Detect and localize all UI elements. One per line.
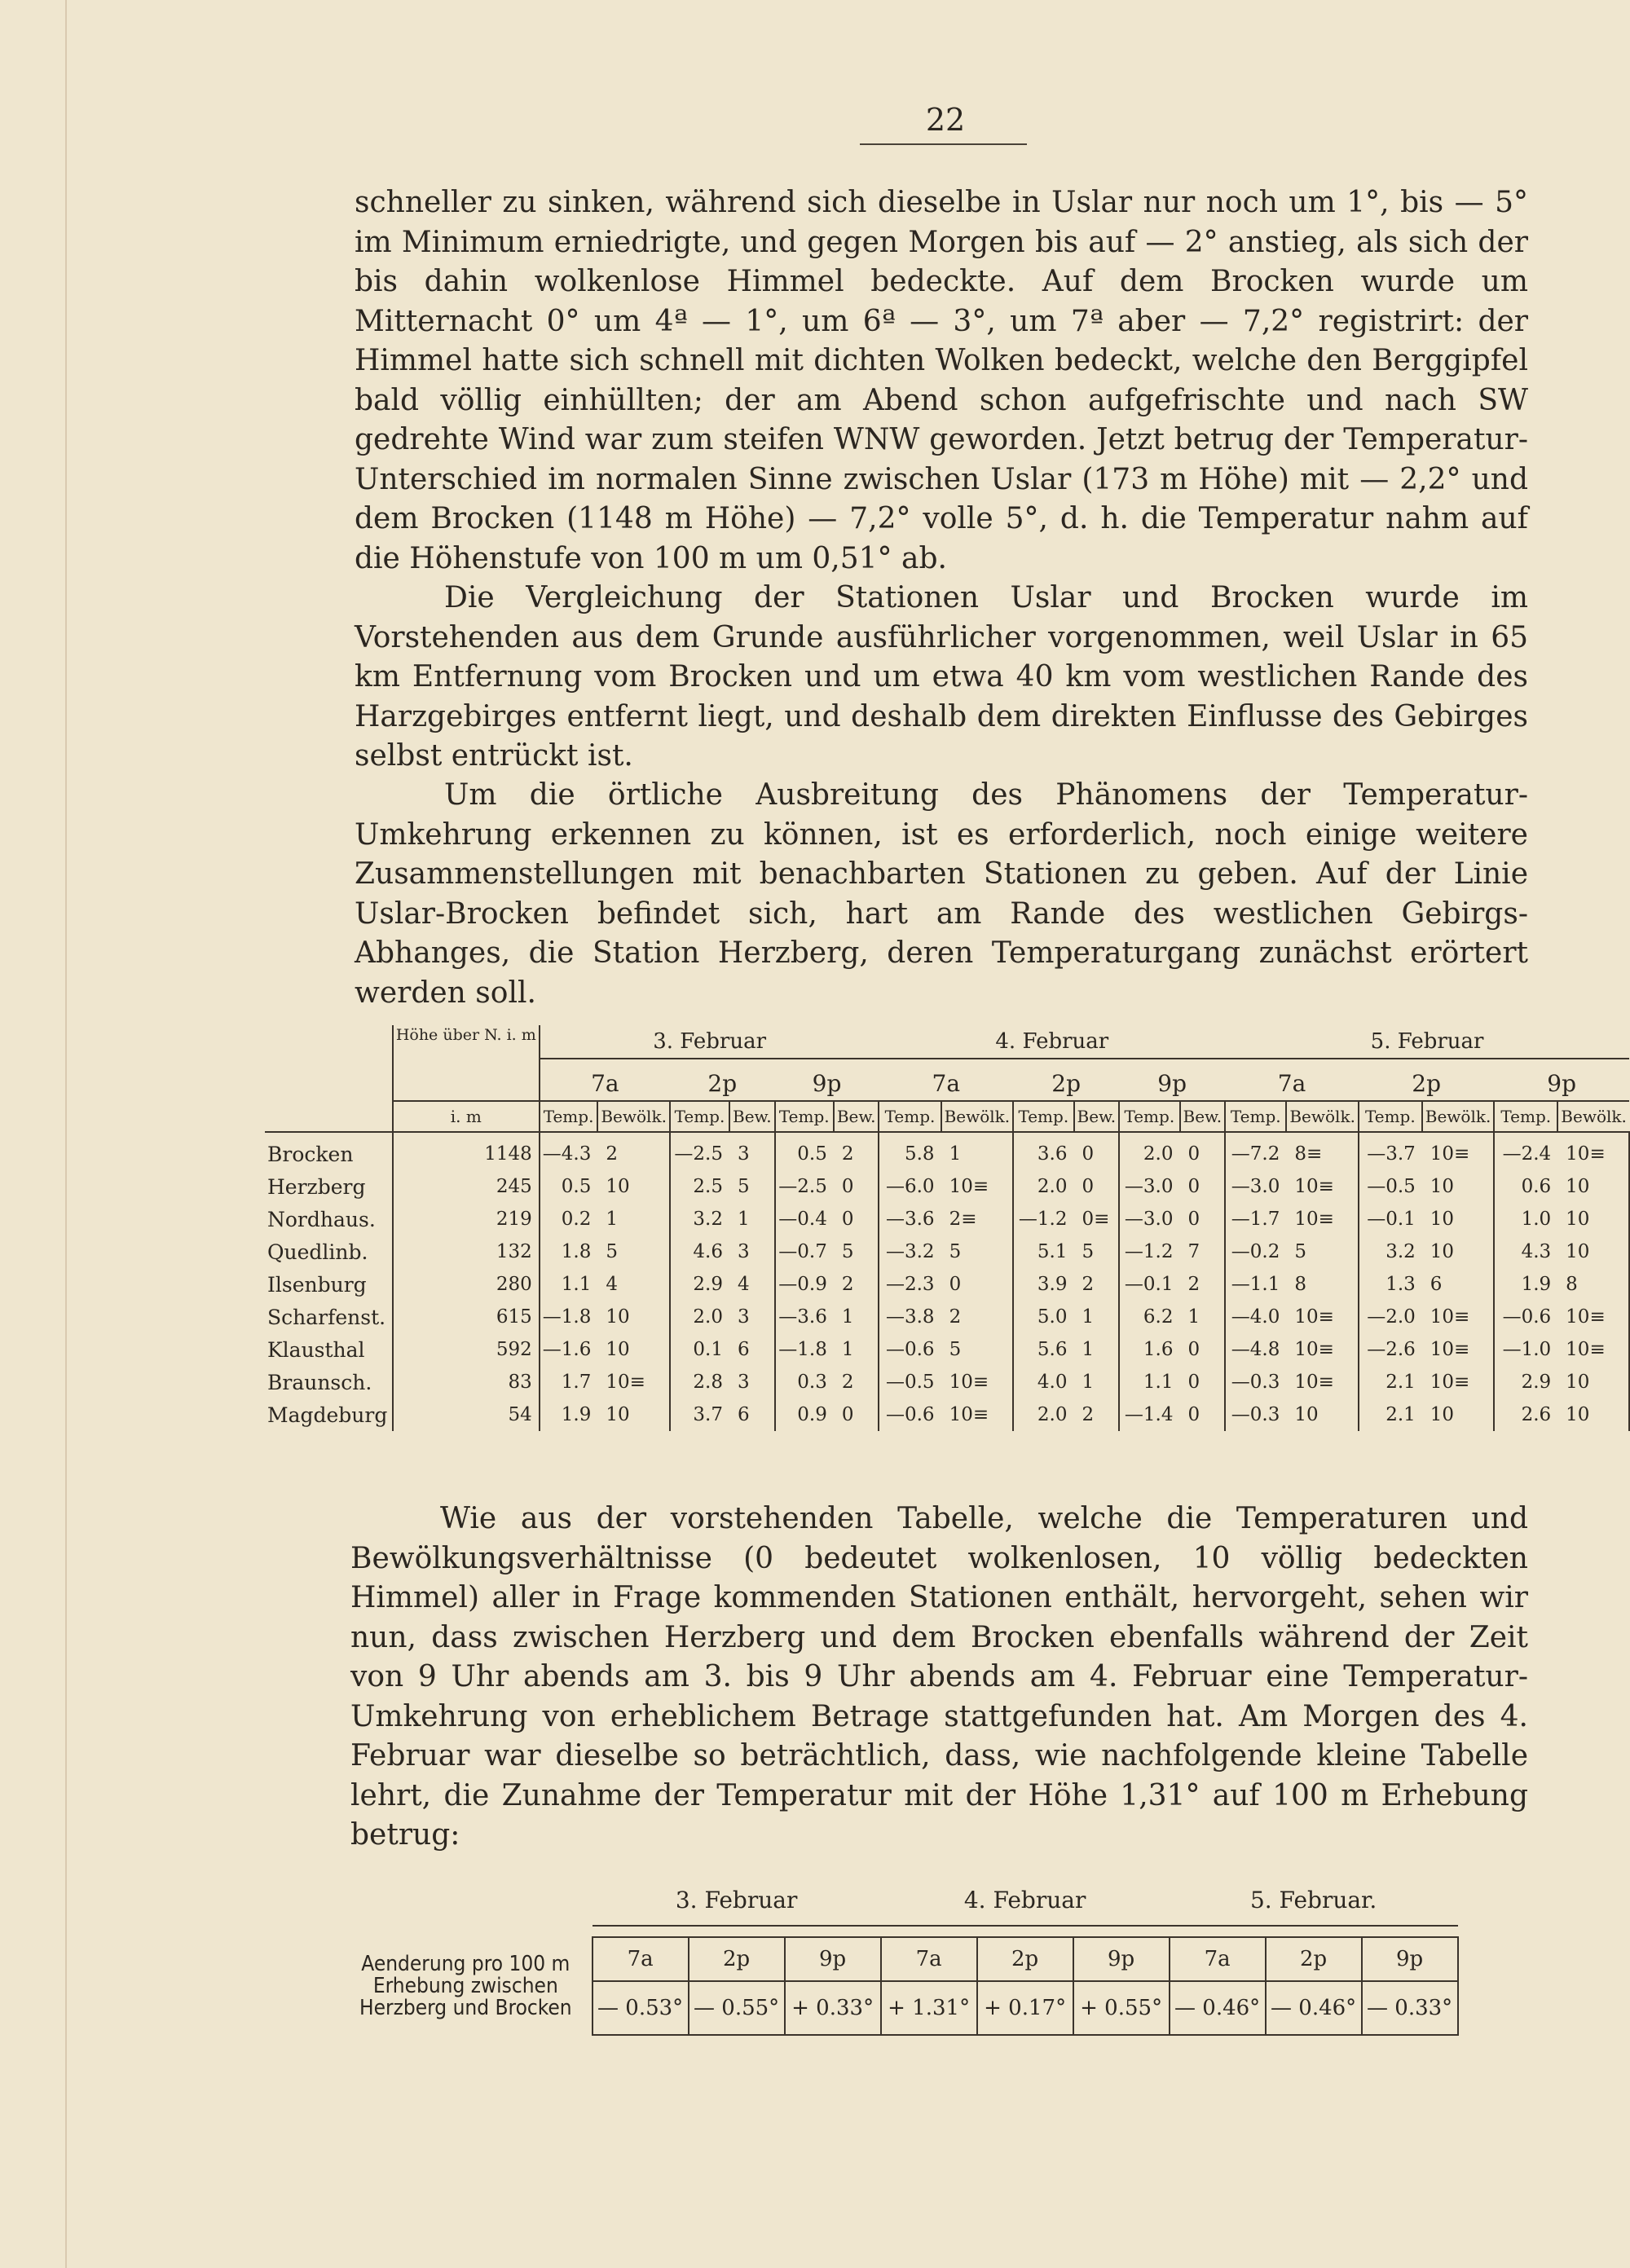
height-header: Höhe über N. i. m	[393, 1025, 540, 1101]
time-7a: 7a	[1277, 1069, 1306, 1097]
small-time-label: 2p	[977, 1937, 1073, 1981]
temperature-cell: —1.8	[778, 1339, 827, 1360]
temperature-cell: —3.0	[1124, 1176, 1174, 1197]
cloud-cell: 10≡	[1422, 1301, 1495, 1333]
page-number-rule	[860, 143, 1027, 145]
col-label: Temp.	[1119, 1101, 1179, 1132]
cloud-cell: 10≡	[941, 1366, 1014, 1398]
temperature-cell: 5.0	[1037, 1306, 1068, 1328]
small-day-3-feb: 3. Februar	[675, 1886, 798, 1913]
station-name: Klausthal	[267, 1337, 365, 1362]
cloud-cell: 2	[834, 1132, 879, 1170]
cloud-cell: 2≡	[941, 1203, 1014, 1235]
day-header-row	[265, 1025, 1629, 1059]
temperature-cell: —0.4	[778, 1209, 827, 1230]
table-row	[265, 1366, 1629, 1398]
col-label: Temp.	[540, 1101, 598, 1132]
cloud-cell: 10≡	[1557, 1301, 1629, 1333]
cloud-cell: 0≡	[1074, 1203, 1120, 1235]
cloud-cell: 10	[597, 1301, 670, 1333]
cloud-cell: 5	[941, 1333, 1014, 1366]
cloud-cell: 10≡	[941, 1170, 1014, 1203]
temperature-cell: 2.9	[693, 1274, 723, 1295]
cloud-cell: 3	[729, 1301, 775, 1333]
station-height: 54	[393, 1398, 540, 1431]
temperature-cell: —1.2	[1018, 1209, 1068, 1230]
table-row	[265, 1268, 1629, 1301]
cloud-cell: 2	[597, 1132, 670, 1170]
station-height: 592	[393, 1333, 540, 1366]
temperature-cell: —0.7	[778, 1241, 827, 1262]
cloud-cell: 0	[1180, 1170, 1226, 1203]
gradient-value: — 0.55°	[689, 1981, 785, 2035]
gradient-table	[359, 1874, 1459, 2036]
temperature-cell: —4.0	[1231, 1306, 1280, 1328]
paragraph-4: Wie aus der vorstehenden Tabelle, welche die Temperaturen und Bewölkungsverhältnisse (0 bedeutet wolkenlosen, 10 völlig bedeckten Himmel) aller in Frage kommenden Stationen enthält, hervorgeht, sehen wir nun, dass zwischen Herzberg und dem Brocken ebenfalls während der Zeit von 9 Uhr abends am 3. bis 9 Uhr abends am 4. Februar eine Temperatur-Umkehrung von erheblichem Betrage stattgefunden hat. Am Morgen des 4. Februar war dieselbe so beträchtlich, dass, wie nachfolgende kleine Tabelle lehrt, die Zunahme der Temperatur mit der Höhe 1,31° auf 100 m Erhebung betrug:	[350, 1502, 1528, 1852]
station-height: 83	[393, 1366, 540, 1398]
table-row	[265, 1398, 1629, 1431]
small-row-label: Aenderung pro 100 m Erhebung zwischen Herzberg und Brocken	[359, 1951, 572, 2020]
temperature-cell: —0.2	[1231, 1241, 1280, 1262]
cloud-cell: 8≡	[1286, 1132, 1359, 1170]
col-label: Bewölk.	[1286, 1101, 1359, 1132]
cloud-cell: 10≡	[1422, 1333, 1495, 1366]
cloud-cell: 6	[729, 1398, 775, 1431]
temperature-cell: 2.5	[693, 1176, 723, 1197]
col-label: Bew.	[1074, 1101, 1120, 1132]
station-height: 132	[393, 1235, 540, 1268]
station-name: Braunsch.	[267, 1370, 372, 1394]
temperature-cell: 1.9	[561, 1404, 592, 1425]
temperature-cell: —2.0	[1367, 1306, 1416, 1328]
time-7a: 7a	[932, 1069, 961, 1097]
temperature-cell: 2.6	[1521, 1404, 1552, 1425]
temperature-cell: 2.1	[1386, 1372, 1416, 1393]
col-label: Bew.	[729, 1101, 775, 1132]
cloud-cell: 10≡	[1286, 1170, 1359, 1203]
temperature-cell: —0.6	[1502, 1306, 1552, 1328]
cloud-cell: 2	[834, 1366, 879, 1398]
temperature-cell: —1.4	[1124, 1404, 1174, 1425]
paragraph-1: schneller zu sinken, während sich dieselbe in Uslar nur noch um 1°, bis — 5° im Minimum erniedrigte, und gegen Morgen bis auf — 2° anstieg, als sich der bis dahin wolkenlose Himmel bedeckte. Auf dem Brocken wurde um Mitternacht 0° um 4ª — 1°, um 6ª — 3°, um 7ª aber — 7,2° registrirt: der Himmel hatte sich schnell mit dichten Wolken bedeckt, welche den Berggipfel bald völlig einhüllten; der am Abend schon aufgefrischte und nach SW gedrehte Wind war zum steifen WNW geworden. Jetzt betrug der Temperatur-Unterschied im normalen Sinne zwischen Uslar (173 m Höhe) mit — 2,2° und dem Brocken (1148 m Höhe) — 7,2° volle 5°, d. h. die Temperatur nahm auf die Höhenstufe von 100 m um 0,51° ab.	[355, 186, 1528, 575]
col-label: Temp.	[1013, 1101, 1073, 1132]
cloud-cell: 5	[1286, 1235, 1359, 1268]
cloud-cell: 10	[597, 1333, 670, 1366]
col-label-height-unit: i. m	[393, 1101, 540, 1132]
temperature-cell: 3.2	[693, 1209, 723, 1230]
station-height: 245	[393, 1170, 540, 1203]
cloud-cell: 0	[1074, 1132, 1120, 1170]
cloud-cell: 0	[1180, 1398, 1226, 1431]
paragraph-2: Die Vergleichung der Stationen Uslar und Brocken wurde im Vorstehenden aus dem Grunde ausführlicher vorgenommen, weil Uslar in 65 km Entfernung vom Brocken und um etwa 40 km vom westlichen Rande des Harzgebirges entfernt liegt, und deshalb dem direkten Einflusse des Gebirges selbst entrückt ist.	[355, 581, 1528, 773]
temperature-cell: —3.0	[1231, 1176, 1280, 1197]
temperature-cell: 1.7	[561, 1372, 592, 1393]
temperature-cell: —3.7	[1359, 1132, 1422, 1170]
col-label: Temp.	[775, 1101, 834, 1132]
time-9p: 9p	[812, 1069, 842, 1097]
col-label: Temp.	[1494, 1101, 1557, 1132]
temperature-cell: 2.9	[1521, 1372, 1552, 1393]
temperature-cell: —2.5	[670, 1132, 729, 1170]
cloud-cell: 10≡	[1286, 1203, 1359, 1235]
small-day-row	[359, 1874, 1458, 1926]
temperature-cell: 2.0	[693, 1306, 723, 1328]
temperature-cell: —0.9	[778, 1274, 827, 1295]
time-9p: 9p	[1547, 1069, 1577, 1097]
cloud-cell: 10≡	[597, 1366, 670, 1398]
temperature-cell: 0.9	[797, 1404, 827, 1425]
temperature-cell: 1.1	[1143, 1372, 1174, 1393]
temperature-cell: —7.2	[1225, 1132, 1286, 1170]
cloud-cell: 10	[1286, 1398, 1359, 1431]
temperature-cell: 1.1	[561, 1274, 592, 1295]
station-name: Scharfenst.	[267, 1305, 386, 1329]
cloud-cell: 0	[834, 1203, 879, 1235]
station-name: Magdeburg	[267, 1403, 388, 1427]
gradient-value: + 0.55°	[1073, 1981, 1170, 2035]
margin-line	[65, 0, 67, 2268]
cloud-cell: 0	[834, 1398, 879, 1431]
temperature-cell: —0.5	[1367, 1176, 1416, 1197]
temperature-cell: —1.7	[1231, 1209, 1280, 1230]
cloud-cell: 10	[1557, 1398, 1629, 1431]
temperature-cell: —1.1	[1231, 1274, 1280, 1295]
cloud-cell: 10	[1422, 1398, 1495, 1431]
temperature-cell: —1.6	[542, 1339, 592, 1360]
col-label: Bew.	[834, 1101, 879, 1132]
temperature-cell: 3.2	[1386, 1241, 1416, 1262]
small-time-label: 2p	[1266, 1937, 1362, 1981]
temperature-cell: —2.5	[778, 1176, 827, 1197]
cloud-cell: 0	[1074, 1170, 1120, 1203]
cloud-cell: 10	[1557, 1366, 1629, 1398]
cloud-cell: 1	[1074, 1301, 1120, 1333]
temperature-cell: —0.6	[885, 1404, 935, 1425]
cloud-cell: 4	[729, 1268, 775, 1301]
small-brace-row	[359, 1926, 1458, 1937]
cloud-cell: 10	[1557, 1203, 1629, 1235]
station-name: Quedlinb.	[267, 1240, 368, 1264]
cloud-cell: 5	[597, 1235, 670, 1268]
cloud-cell: 3	[729, 1132, 775, 1170]
gradient-value: + 1.31°	[881, 1981, 977, 2035]
day-3-feb: 3. Februar	[653, 1029, 767, 1054]
cloud-cell: 10≡	[1557, 1132, 1629, 1170]
temperature-cell: 0.5	[775, 1132, 834, 1170]
temperature-cell: —0.6	[885, 1339, 935, 1360]
cloud-cell: 4	[597, 1268, 670, 1301]
temperature-cell: 4.3	[1521, 1241, 1552, 1262]
cloud-cell: 3	[729, 1366, 775, 1398]
cloud-cell: 10≡	[1286, 1301, 1359, 1333]
gradient-value: — 0.53°	[593, 1981, 689, 2035]
table-row	[265, 1170, 1629, 1203]
small-day-4-feb: 4. Februar	[963, 1886, 1086, 1913]
temperature-cell: 0.5	[561, 1176, 592, 1197]
small-time-label: 7a	[1170, 1937, 1266, 1981]
cloud-cell: 1	[1074, 1333, 1120, 1366]
gradient-value: — 0.46°	[1266, 1981, 1362, 2035]
station-name: Herzberg	[267, 1174, 366, 1199]
cloud-cell: 2	[941, 1301, 1014, 1333]
cloud-cell: 1	[729, 1203, 775, 1235]
cloud-cell: 10	[597, 1170, 670, 1203]
temperature-cell: 0.6	[1521, 1176, 1552, 1197]
time-2p: 2p	[1412, 1069, 1442, 1097]
cloud-cell: 5	[1074, 1235, 1120, 1268]
cloud-cell: 2	[1074, 1268, 1120, 1301]
cloud-cell: 3	[729, 1235, 775, 1268]
col-label: Bewölk.	[597, 1101, 670, 1132]
cloud-cell: 0	[1180, 1333, 1226, 1366]
temperature-cell: 4.0	[1037, 1372, 1068, 1393]
temperature-cell: 0.2	[561, 1209, 592, 1230]
cloud-cell: 8	[1557, 1268, 1629, 1301]
temperature-cell: —0.5	[885, 1372, 935, 1393]
table-row	[265, 1203, 1629, 1235]
table-row	[265, 1301, 1629, 1333]
cloud-cell: 8	[1286, 1268, 1359, 1301]
cloud-cell: 6	[1422, 1268, 1495, 1301]
temperature-cell: —3.6	[885, 1209, 935, 1230]
station-name: Ilsenburg	[267, 1272, 367, 1297]
temperature-cell: 1.9	[1521, 1274, 1552, 1295]
paragraph-3: Um die örtliche Ausbreitung des Phänomens der Temperatur-Umkehrung erkennen zu können, ist es erforderlich, noch einige weitere Zusammenstellungen mit benachbarten Stationen zu geben. Auf der Linie Uslar-Brocken befindet sich, hart am Rande des westlichen Gebirgs-Abhanges, die Station Herzberg, deren Temperaturgang zunächst erörtert werden soll.	[355, 778, 1528, 1010]
temperature-cell: —0.1	[1367, 1209, 1416, 1230]
cloud-cell: 5	[729, 1170, 775, 1203]
cloud-cell: 2	[1180, 1268, 1226, 1301]
temperature-cell: 1.3	[1386, 1274, 1416, 1295]
cloud-cell: 10≡	[1286, 1333, 1359, 1366]
day-4-feb: 4. Februar	[995, 1029, 1109, 1054]
table-row	[265, 1333, 1629, 1366]
col-label: Temp.	[1225, 1101, 1286, 1132]
temperature-cell: —1.8	[542, 1306, 592, 1328]
temperature-cell: —0.1	[1124, 1274, 1174, 1295]
col-label: Temp.	[879, 1101, 941, 1132]
cloud-cell: 10≡	[1286, 1366, 1359, 1398]
temperature-cell: 2.0	[1119, 1132, 1179, 1170]
time-2p: 2p	[1051, 1069, 1082, 1097]
col-label: Temp.	[1359, 1101, 1422, 1132]
temperature-cell: —4.8	[1231, 1339, 1280, 1360]
cloud-cell: 2	[1074, 1398, 1120, 1431]
cloud-cell: 1	[597, 1203, 670, 1235]
temperature-cell: 5.1	[1037, 1241, 1068, 1262]
temperature-cell: —3.8	[885, 1306, 935, 1328]
temperature-cell: —2.3	[885, 1274, 935, 1295]
temperature-cell: 1.0	[1521, 1209, 1552, 1230]
temperature-cell: —3.6	[778, 1306, 827, 1328]
temperature-table	[265, 1025, 1630, 1431]
col-label: Temp.	[670, 1101, 729, 1132]
temperature-table-body	[265, 1132, 1629, 1431]
small-time-label: 9p	[785, 1937, 881, 1981]
temperature-cell: —4.3	[540, 1132, 598, 1170]
time-7a: 7a	[591, 1069, 619, 1097]
cloud-cell: 10≡	[1422, 1366, 1495, 1398]
time-2p: 2p	[707, 1069, 738, 1097]
table-row	[265, 1132, 1629, 1170]
cloud-cell: 0	[1180, 1366, 1226, 1398]
small-time-label: 9p	[1362, 1937, 1458, 1981]
cloud-cell: 1	[834, 1301, 879, 1333]
temperature-cell: —0.3	[1231, 1372, 1280, 1393]
gradient-value: — 0.33°	[1362, 1981, 1458, 2035]
temperature-cell: 3.6	[1013, 1132, 1073, 1170]
cloud-cell: 10	[1422, 1235, 1495, 1268]
cloud-cell: 10≡	[1557, 1333, 1629, 1366]
cloud-cell: 1	[834, 1333, 879, 1366]
cloud-cell: 0	[1180, 1203, 1226, 1235]
temperature-cell: —6.0	[885, 1176, 935, 1197]
cloud-cell: 2	[834, 1268, 879, 1301]
temperature-cell: 2.0	[1037, 1404, 1068, 1425]
temperature-cell: —2.4	[1494, 1132, 1557, 1170]
cloud-cell: 10	[597, 1398, 670, 1431]
time-9p: 9p	[1157, 1069, 1187, 1097]
temperature-cell: —2.6	[1367, 1339, 1416, 1360]
temperature-cell: 0.3	[797, 1372, 827, 1393]
station-name: Brocken	[265, 1132, 393, 1170]
temperature-cell: —3.2	[885, 1241, 935, 1262]
temperature-cell: 3.9	[1037, 1274, 1068, 1295]
temperature-cell: —1.0	[1502, 1339, 1552, 1360]
temperature-cell: —0.3	[1231, 1404, 1280, 1425]
gradient-value: + 0.33°	[785, 1981, 881, 2035]
temperature-cell: 3.7	[693, 1404, 723, 1425]
temperature-cell: —1.2	[1124, 1241, 1174, 1262]
cloud-cell: 0	[1180, 1132, 1226, 1170]
page-number: 22	[925, 102, 966, 138]
temperature-cell: 1.8	[561, 1241, 592, 1262]
temperature-cell: —3.0	[1124, 1209, 1174, 1230]
gradient-value: — 0.46°	[1170, 1981, 1266, 2035]
small-time-label: 2p	[689, 1937, 785, 1981]
gradient-value: + 0.17°	[977, 1981, 1073, 2035]
station-height: 219	[393, 1203, 540, 1235]
temperature-cell: 4.6	[693, 1241, 723, 1262]
cloud-cell: 1	[941, 1132, 1014, 1170]
cloud-cell: 10	[1422, 1203, 1495, 1235]
cloud-cell: 10	[1557, 1170, 1629, 1203]
small-day-5-feb: 5. Februar.	[1249, 1886, 1377, 1913]
cloud-cell: 5	[941, 1235, 1014, 1268]
table-row	[265, 1235, 1629, 1268]
temperature-cell: 2.0	[1037, 1176, 1068, 1197]
cloud-cell: 0	[941, 1268, 1014, 1301]
col-label: Bewölk.	[1557, 1101, 1629, 1132]
temperature-cell: 5.8	[879, 1132, 941, 1170]
cloud-cell: 10	[1557, 1235, 1629, 1268]
station-height: 615	[393, 1301, 540, 1333]
temperature-cell: 0.1	[693, 1339, 723, 1360]
cloud-cell: 1	[1180, 1301, 1226, 1333]
cloud-cell: 7	[1180, 1235, 1226, 1268]
small-time-label: 9p	[1073, 1937, 1170, 1981]
temperature-cell: 6.2	[1143, 1306, 1174, 1328]
temperature-cell: 5.6	[1037, 1339, 1068, 1360]
cloud-cell: 6	[729, 1333, 775, 1366]
temperature-cell: 2.1	[1386, 1404, 1416, 1425]
col-label: Bewölk.	[1422, 1101, 1495, 1132]
cloud-cell: 1	[1074, 1366, 1120, 1398]
station-name: Nordhaus.	[267, 1207, 376, 1231]
col-label: Bew.	[1180, 1101, 1226, 1132]
column-label-row	[265, 1101, 1629, 1132]
col-label: Bewölk.	[941, 1101, 1014, 1132]
cloud-cell: 5	[834, 1235, 879, 1268]
day-5-feb: 5. Februar	[1370, 1029, 1484, 1054]
cloud-cell: 0	[834, 1170, 879, 1203]
small-time-label: 7a	[881, 1937, 977, 1981]
station-height: 1148	[393, 1132, 540, 1170]
small-time-row	[359, 1937, 1458, 1981]
cloud-cell: 10≡	[941, 1398, 1014, 1431]
temperature-cell: 2.8	[693, 1372, 723, 1393]
cloud-cell: 10≡	[1422, 1132, 1495, 1170]
temperature-cell: 1.6	[1143, 1339, 1174, 1360]
cloud-cell: 10	[1422, 1170, 1495, 1203]
small-time-label: 7a	[593, 1937, 689, 1981]
station-height: 280	[393, 1268, 540, 1301]
